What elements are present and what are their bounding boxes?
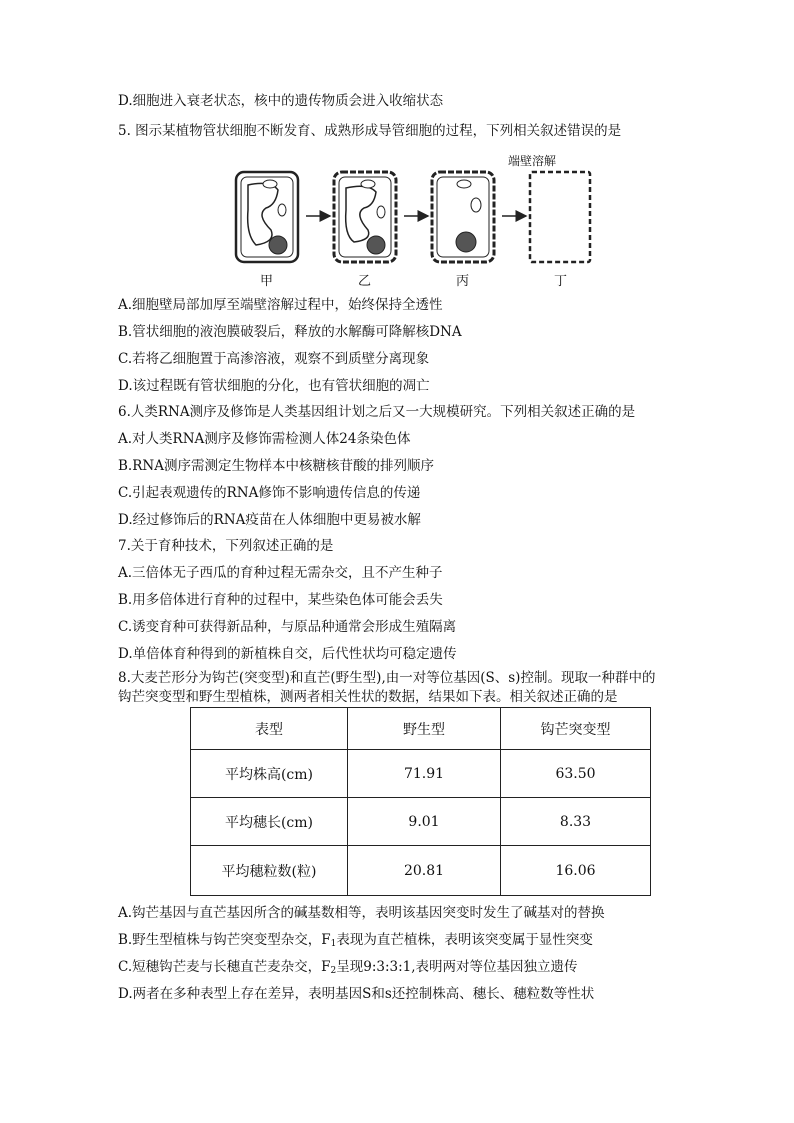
cell-yi: [334, 172, 396, 262]
q8-option-a: A.钩芒基因与直芒基因所含的碱基数相等，表明该基因突变时发生了碱基对的替换: [118, 905, 605, 921]
q8-option-b-text: B.野生型植株与钩芒突变型杂交，F: [118, 932, 331, 948]
table-header: 表型: [191, 708, 348, 750]
q7-option-d: D.单倍体育种得到的新植株自交，后代性状均可稳定遗传: [118, 646, 457, 662]
q8-option-b: [118, 931, 593, 953]
q7-option-a: A.三倍体无子西瓜的育种过程无需杂交，且不产生种子: [118, 565, 443, 581]
q8-option-b-text-rest: 表现为直芒植株，表明该突变属于显性突变: [336, 932, 593, 948]
q7-option-b: B.用多倍体进行育种的过程中，某些染色体可能会丢失: [118, 592, 443, 608]
cell-label-ding: 丁: [554, 274, 568, 289]
q5-option-c: C.若将乙细胞置于高渗溶液，观察不到质壁分离现象: [118, 351, 430, 367]
table-cell-wild: 20.81: [348, 846, 501, 896]
end-wall-label: 端壁溶解: [508, 154, 557, 168]
q6-option-a: A.对人类RNA测序及修饰需检测人体24条染色体: [118, 431, 411, 447]
table-cell-mutant: 8.33: [501, 798, 651, 846]
q8-data-table: [190, 707, 651, 896]
cell-label-yi: 乙: [358, 274, 372, 289]
table-row: [191, 798, 651, 846]
table-cell-wild: 9.01: [348, 798, 501, 846]
cell-bing: [432, 172, 494, 262]
q5-option-a: A.细胞壁局部加厚至端壁溶解过程中，始终保持全透性: [118, 297, 443, 313]
q7-stem: 7.关于育种技术，下列叙述正确的是: [118, 538, 334, 554]
table-cell-mutant: 63.50: [501, 750, 651, 798]
q7-option-c: C.诱变育种可获得新品种，与原品种通常会形成生殖隔离: [118, 619, 457, 635]
q5-option-d: D.该过程既有管状细胞的分化，也有管状细胞的凋亡: [118, 378, 430, 394]
q8-option-c: [118, 958, 578, 980]
cell-development-figure: [226, 150, 606, 290]
cell-label-bing: 丙: [456, 274, 470, 289]
q8-option-b-subscript: 1: [330, 939, 337, 949]
q6-option-b: B.RNA测序需测定生物样本中核糖核苷酸的排列顺序: [118, 458, 434, 474]
q6-option-d: D.经过修饰后的RNA疫苗在人体细胞中更易被水解: [118, 512, 421, 528]
table-header: 野生型: [348, 708, 501, 750]
cell-ding: [530, 172, 590, 262]
q8-option-c-subscript: 2: [330, 966, 337, 976]
table-row: [191, 750, 651, 798]
q8-stem-line1: 8.大麦芒形分为钩芒(突变型)和直芒(野生型),由一对等位基因(S、s)控制。现取一种群中的: [118, 670, 656, 686]
q8-option-c-text: C.短穗钩芒麦与长穗直芒麦杂交，F: [118, 959, 331, 975]
cell-jia: [236, 172, 298, 262]
q5-option-b: B.管状细胞的液泡膜破裂后，释放的水解酶可降解核DNA: [118, 324, 462, 340]
table-row-label: 平均穗粒数(粒): [191, 846, 348, 896]
q8-option-d: D.两者在多种表型上存在差异，表明基因S和s还控制株高、穗长、穗粒数等性状: [118, 986, 595, 1002]
table-header-row: [191, 708, 651, 750]
cell-label-jia: 甲: [260, 274, 274, 289]
q8-option-c-text-rest: 呈现9:3:3:1,表明两对等位基因独立遗传: [336, 959, 578, 975]
table-row-label: 平均株高(cm): [191, 750, 348, 798]
q5-cell-diagram: [226, 150, 606, 290]
q8-stem-line2: 钩芒突变型和野生型植株，测两者相关性状的数据，结果如下表。相关叙述正确的是: [118, 689, 618, 705]
table-row-label: 平均穗长(cm): [191, 798, 348, 846]
table-row: [191, 846, 651, 896]
q6-stem: 6.人类RNA测序及修饰是人类基因组计划之后又一大规模研究。下列相关叙述正确的是: [118, 404, 636, 420]
q4-option-d: D.细胞进入衰老状态，核中的遗传物质会进入收缩状态: [118, 93, 444, 109]
table-cell-mutant: 16.06: [501, 846, 651, 896]
q6-option-c: C.引起表观遗传的RNA修饰不影响遗传信息的传递: [118, 485, 421, 501]
table-header: 钩芒突变型: [501, 708, 651, 750]
q5-stem: 5. 图示某植物管状细胞不断发育、成熟形成导管细胞的过程，下列相关叙述错误的是: [118, 123, 622, 139]
table-cell-wild: 71.91: [348, 750, 501, 798]
